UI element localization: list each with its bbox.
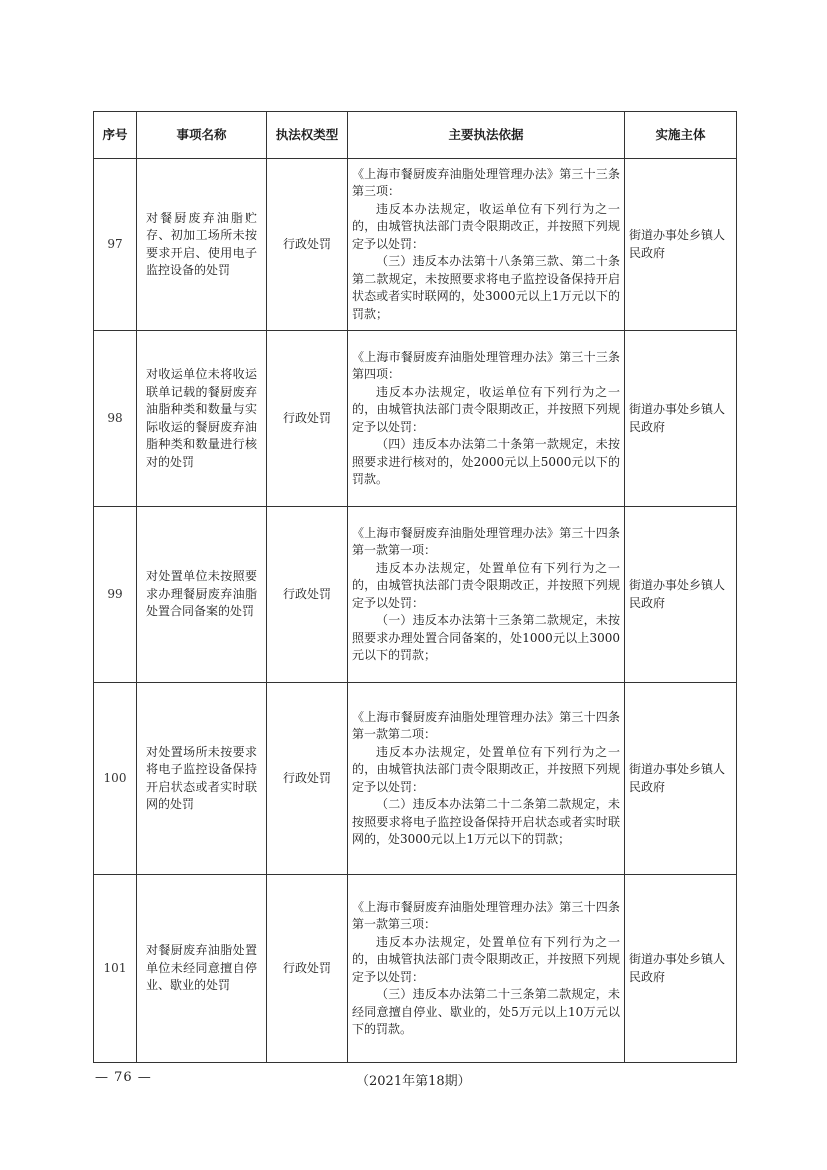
basis-citation: 《上海市餐厨废弃油脂处理管理办法》第三十三条第三项： <box>352 166 620 199</box>
row-legal-basis <box>348 331 625 507</box>
row-item-name: 对收运单位未将收运联单记载的餐厨废弃油脂种类和数量与实际收运的餐厨废弃油脂种类和数量进行核对的处罚 <box>137 331 267 507</box>
row-serial-no: 99 <box>94 507 137 683</box>
header-power-type: 执法权类型 <box>267 112 348 159</box>
table-row <box>94 507 737 683</box>
row-serial-no: 98 <box>94 331 137 507</box>
table-row <box>94 683 737 875</box>
row-power-type: 行政处罚 <box>267 331 348 507</box>
issue-label: （2021年第18期） <box>356 1074 471 1089</box>
basis-clause: 违反本办法规定，处置单位有下列行为之一的，由城管执法部门责令限期改正，并按照下列规定予以处罚： <box>352 934 620 984</box>
row-power-type: 行政处罚 <box>267 507 348 683</box>
table-row <box>94 331 737 507</box>
row-legal-basis <box>348 507 625 683</box>
basis-citation: 《上海市餐厨废弃油脂处理管理办法》第三十四条第一款第一项： <box>352 525 620 557</box>
row-item-name: 对餐厨废弃油脂处置单位未经同意擅自停业、歇业的处罚 <box>137 875 267 1063</box>
basis-penalty: （四）违反本办法第二十条第一款规定，未按照要求进行核对的，处2000元以上5000元以下的罚款。 <box>352 437 620 486</box>
row-item-name: 对餐厨废弃油脂贮存、初加工场所未按要求开启、使用电子监控设备的处罚 <box>137 159 267 331</box>
row-legal-basis <box>348 159 625 331</box>
basis-citation: 《上海市餐厨废弃油脂处理管理办法》第三十三条第四项： <box>352 349 620 381</box>
row-implementing-body: 街道办事处乡镇人民政府 <box>625 683 737 875</box>
law-enforcement-table <box>93 111 737 1063</box>
basis-clause: 违反本办法规定，处置单位有下列行为之一的，由城管执法部门责令限期改正，并按照下列规定予以处罚： <box>352 744 620 794</box>
row-serial-no: 101 <box>94 875 137 1063</box>
row-power-type: 行政处罚 <box>267 875 348 1063</box>
basis-penalty: （三）违反本办法第十八条第三款、第二十条第二款规定，未按照要求将电子监控设备保持开启状态或者实时联网的，处3000元以上1万元以下的罚款； <box>352 254 620 321</box>
row-implementing-body: 街道办事处乡镇人民政府 <box>625 159 737 331</box>
basis-penalty: （三）违反本办法第二十三条第二款规定，未经同意擅自停业、歇业的，处5万元以上10万元以下的罚款。 <box>352 987 620 1036</box>
basis-citation: 《上海市餐厨废弃油脂处理管理办法》第三十四条第一款第三项： <box>352 899 620 931</box>
table-row <box>94 875 737 1063</box>
header-item-name: 事项名称 <box>137 112 267 159</box>
row-item-name: 对处置单位未按照要求办理餐厨废弃油脂处置合同备案的处罚 <box>137 507 267 683</box>
header-serial-no: 序号 <box>94 112 137 159</box>
header-implementing-body: 实施主体 <box>625 112 737 159</box>
basis-clause: 违反本办法规定，收运单位有下列行为之一的，由城管执法部门责令限期改正，并按照下列规定予以处罚： <box>352 201 620 251</box>
table-header-row <box>94 112 737 159</box>
row-serial-no: 97 <box>94 159 137 331</box>
row-implementing-body: 街道办事处乡镇人民政府 <box>625 507 737 683</box>
header-legal-basis: 主要执法依据 <box>348 112 625 159</box>
row-implementing-body: 街道办事处乡镇人民政府 <box>625 875 737 1063</box>
row-implementing-body: 街道办事处乡镇人民政府 <box>625 331 737 507</box>
page-number: — 76 — <box>95 1070 152 1085</box>
basis-penalty: （二）违反本办法第二十二条第二款规定，未按照要求将电子监控设备保持开启状态或者实时联网的，处3000元以上1万元以下的罚款； <box>352 797 620 846</box>
row-legal-basis <box>348 683 625 875</box>
row-power-type: 行政处罚 <box>267 159 348 331</box>
row-item-name: 对处置场所未按要求将电子监控设备保持开启状态或者实时联网的处罚 <box>137 683 267 875</box>
row-power-type: 行政处罚 <box>267 683 348 875</box>
row-serial-no: 100 <box>94 683 137 875</box>
table-row <box>94 159 737 331</box>
row-legal-basis <box>348 875 625 1063</box>
basis-clause: 违反本办法规定，处置单位有下列行为之一的，由城管执法部门责令限期改正，并按照下列规定予以处罚： <box>352 560 620 610</box>
basis-citation: 《上海市餐厨废弃油脂处理管理办法》第三十四条第一款第二项： <box>352 709 620 741</box>
basis-penalty: （一）违反本办法第十三条第二款规定，未按照要求办理处置合同备案的，处1000元以上3000元以下的罚款； <box>352 613 620 662</box>
basis-clause: 违反本办法规定，收运单位有下列行为之一的，由城管执法部门责令限期改正，并按照下列规定予以处罚： <box>352 384 620 434</box>
